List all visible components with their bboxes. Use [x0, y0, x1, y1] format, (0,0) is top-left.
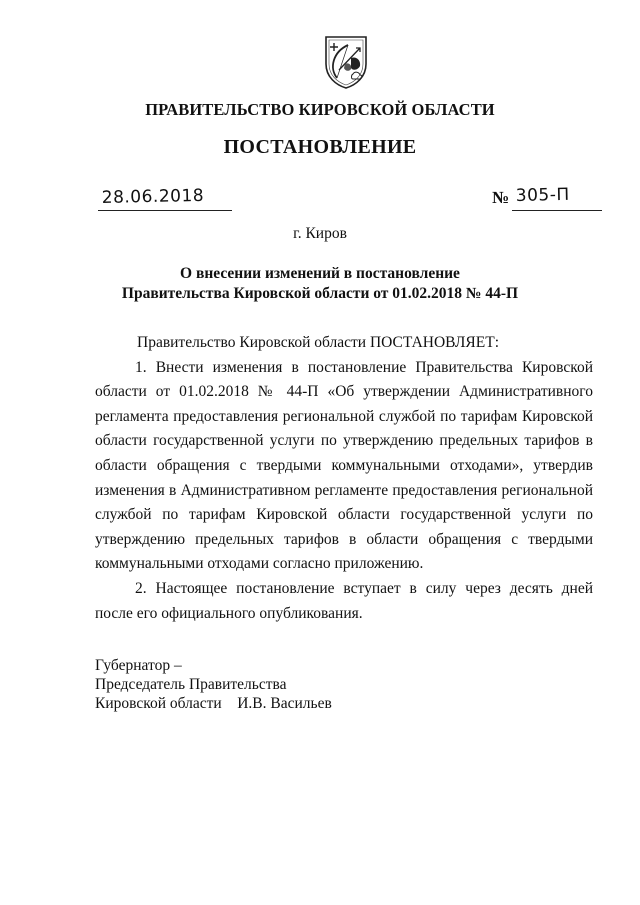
- signature-line-2: Председатель Правительства: [95, 676, 287, 693]
- subject-line-2: Правительства Кировской области от 01.02.2018 № 44-П: [121, 285, 519, 302]
- number-field: [512, 184, 602, 211]
- subject-line-1: О внесении изменений в постановление: [180, 265, 460, 282]
- document-body: [95, 331, 593, 626]
- signature-line-3: [95, 694, 332, 713]
- document-subject: [0, 264, 640, 304]
- date-field: [98, 186, 232, 211]
- paragraph-item-1: 1. Внести изменения в постановление Правительства Кировской области от 01.02.2018 № 44-П «Об утверждении Административного регламента предоставления региональной службой по тарифам Кировской области государственной услуги по утверждению предельных тарифов в области обращения с твердыми коммунальными отходами», утвердив изменения в Административном регламенте предоставления региональной службой по тарифам Кировской области государственной услуги по утверждению предельных тарифов в области обращения с твердыми коммунальными отходами согласно приложению.: [95, 358, 593, 573]
- signer-name: И.В. Васильев: [237, 695, 332, 712]
- paragraph-item-2: 2. Настоящее постановление вступает в силу через десять дней после его официального опубликования.: [95, 579, 593, 622]
- signature-block: [95, 656, 332, 713]
- number-sign: №: [492, 188, 510, 207]
- document-number: 305-П: [515, 184, 570, 206]
- signature-line-1: Губернатор –: [95, 657, 182, 674]
- preamble: Правительство Кировской области ПОСТАНОВЛЯЕТ:: [137, 334, 500, 351]
- city-name: г. Киров: [293, 225, 347, 242]
- document-date: 28.06.2018: [101, 185, 205, 208]
- signature-region: Кировской области: [95, 695, 222, 712]
- document-type-title: ПОСТАНОВЛЕНИЕ: [223, 136, 417, 158]
- coat-of-arms-icon: [323, 34, 369, 89]
- organization-title: ПРАВИТЕЛЬСТВО КИРОВСКОЙ ОБЛАСТИ: [145, 100, 495, 119]
